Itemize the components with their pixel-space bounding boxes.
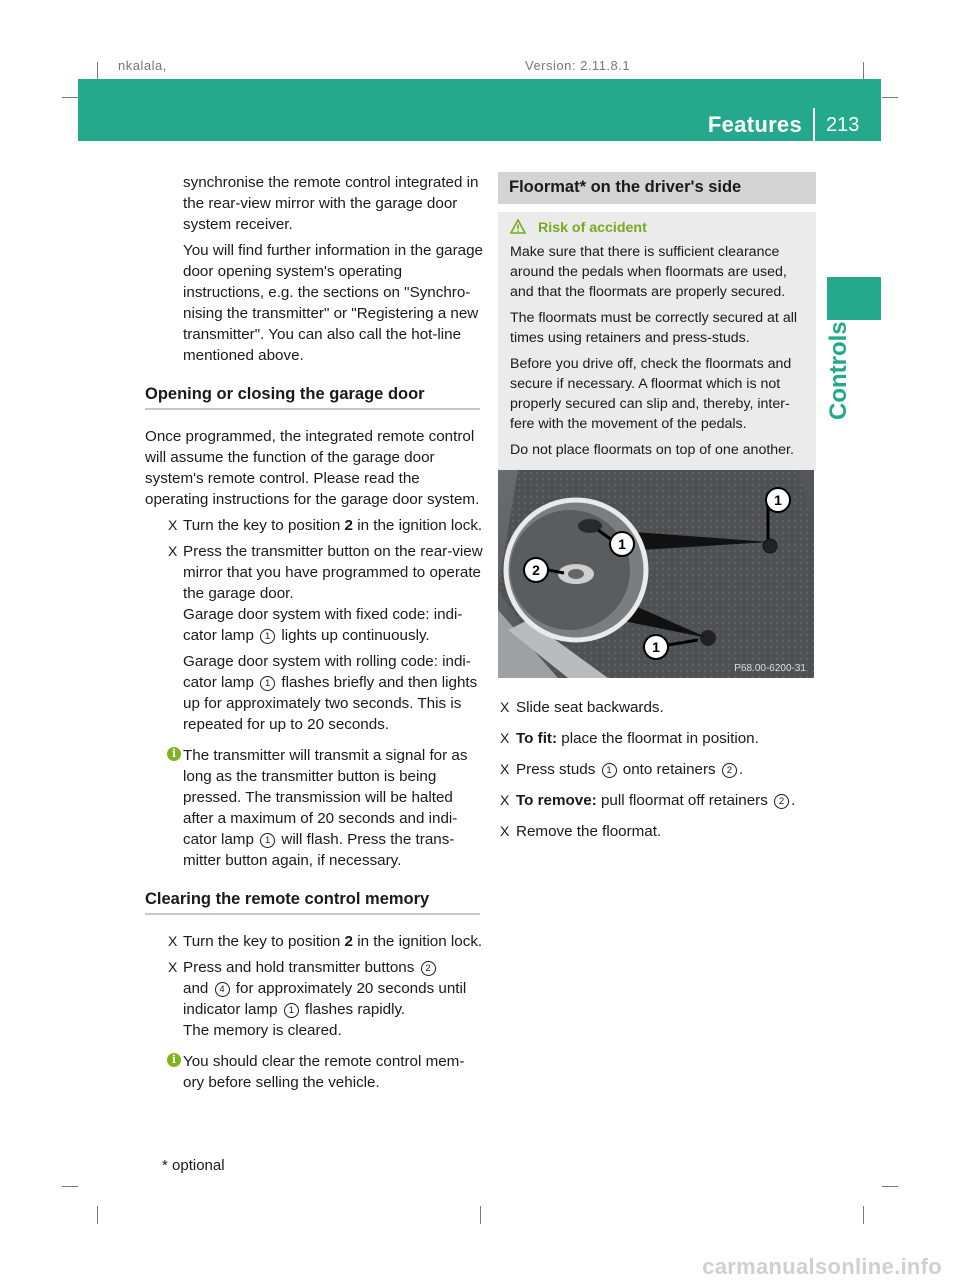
- print-info-left: nkalala,: [118, 58, 167, 73]
- section-heading: Clearing the remote control memory: [145, 889, 480, 915]
- warning-box: [498, 212, 816, 470]
- step-marker-icon: X: [168, 933, 178, 949]
- note-text: will flash. Press the trans-mitter button again, if necessary.: [183, 831, 455, 869]
- right-column: [498, 172, 816, 470]
- callout-1-icon: [766, 488, 790, 512]
- callout-1-icon: 1: [284, 1003, 299, 1018]
- callout-4-icon: 4: [215, 982, 230, 997]
- callout-2-icon: [524, 558, 548, 582]
- floormat-illustration: [498, 470, 814, 678]
- step-text: Press the transmitter button on the rear-view mirror that you have programmed to operate the garage door.: [183, 543, 483, 602]
- warning-triangle-icon: [510, 219, 526, 234]
- callout-1-icon: [610, 532, 634, 556]
- step-item: [498, 790, 816, 811]
- step-text: lights up continuously.: [277, 627, 430, 644]
- body-paragraph: Once programmed, the integrated remote control will assume the function of the garage door system's remote control. Please read the operating instructions for the garage door system.: [145, 428, 480, 508]
- note-text: The transmitter will transmit a signal for as long as the transmitter button is being pressed. The transmission will be halted after a maximum of 20 seconds and indi-cator lamp: [183, 747, 468, 848]
- header-title: Features: [707, 112, 802, 137]
- step-text: Press and hold transmitter buttons: [183, 959, 419, 976]
- step-text: Press studs: [516, 761, 600, 778]
- info-icon: i: [167, 747, 181, 761]
- warning-paragraph: Make sure that there is sufficient clearance around the pedals when floormats are used, and that the floormats are properly secured.: [510, 244, 787, 300]
- crop-mark: [882, 97, 898, 98]
- left-column: [145, 172, 483, 1098]
- crop-mark: [97, 62, 98, 80]
- step-text: flashes briefly and then lights up for approximately two seconds. This is repeated for up to 20 seconds.: [183, 674, 478, 733]
- step-text: and: [183, 980, 213, 997]
- step-text: .: [738, 761, 744, 778]
- step-emphasis: 2: [344, 517, 353, 534]
- step-result: The memory is cleared.: [183, 1022, 342, 1039]
- step-item: [145, 515, 483, 536]
- callout-2-icon: 2: [421, 961, 436, 976]
- step-marker-icon: X: [168, 543, 178, 559]
- callout-2-icon: 2: [774, 794, 789, 809]
- step-text: for approximately 20 seconds until indicator lamp: [183, 980, 467, 1018]
- crop-mark: [882, 1186, 898, 1187]
- crop-mark: [97, 1206, 98, 1224]
- step-text: in the ignition lock.: [352, 933, 483, 950]
- step-marker-icon: X: [500, 792, 510, 808]
- step-item: [145, 931, 483, 952]
- step-text: Turn the key to position: [183, 517, 345, 534]
- chapter-tab: [827, 277, 881, 320]
- crop-mark: [62, 1186, 78, 1187]
- warning-paragraph: Do not place floormats on top of one another.: [510, 442, 794, 458]
- warning-paragraph: Before you drive off, check the floormats and secure if necessary. A floormat which is not properly secured can slip and, thereby, inter-fere with the movement of the pedals.: [510, 356, 792, 432]
- header-separator: [813, 108, 815, 141]
- note-text: You should clear the remote control mem-ory before selling the vehicle.: [183, 1053, 465, 1091]
- info-note: [145, 1051, 483, 1093]
- floormat-photo: [498, 470, 814, 678]
- step-marker-icon: X: [168, 517, 178, 533]
- footnote: * optional: [162, 1157, 225, 1174]
- info-icon: i: [167, 1053, 181, 1067]
- step-result: [145, 604, 483, 646]
- step-item: [498, 697, 816, 718]
- step-emphasis: To remove:: [516, 792, 597, 809]
- chapter-label: Controls: [825, 321, 852, 420]
- print-info-right: Version: 2.11.8.1: [525, 58, 631, 73]
- step-text: onto retainers: [618, 761, 720, 778]
- step-text: place the floormat in position.: [557, 730, 759, 747]
- warning-paragraph: The floormats must be correctly secured at all times using retainers and press-studs.: [510, 310, 798, 346]
- callout-1-icon: 1: [260, 629, 275, 644]
- step-text: Garage door system with rolling code: indi-cator lamp: [183, 653, 471, 691]
- photo-label: 2: [532, 562, 540, 578]
- callout-1-icon: 1: [260, 833, 275, 848]
- step-result: [145, 651, 483, 735]
- step-marker-icon: X: [500, 730, 510, 746]
- info-note: [145, 745, 483, 871]
- watermark: carmanualsonline.info: [702, 1254, 942, 1279]
- section-heading: Floormat* on the driver's side: [498, 172, 816, 204]
- step-item: [498, 728, 816, 749]
- callout-1-icon: [644, 635, 668, 659]
- step-item: [145, 957, 483, 1020]
- step-text: Remove the floormat.: [516, 823, 662, 840]
- step-marker-icon: X: [500, 699, 510, 715]
- step-marker-icon: X: [500, 823, 510, 839]
- step-text: Turn the key to position: [183, 933, 345, 950]
- step-marker-icon: X: [500, 761, 510, 777]
- callout-1-icon: 1: [602, 763, 617, 778]
- step-item: [145, 541, 483, 604]
- page-number: 213: [826, 114, 860, 136]
- step-item: [498, 821, 816, 842]
- intro-paragraph: synchronise the remote control integrated in the rear-view mirror with the garage door system receiver.: [183, 174, 479, 233]
- crop-mark: [863, 62, 864, 80]
- step-item: [498, 759, 816, 780]
- crop-mark: [480, 1206, 481, 1224]
- step-emphasis: 2: [344, 933, 353, 950]
- warning-title: [510, 218, 806, 238]
- step-text: in the ignition lock.: [352, 517, 483, 534]
- step-marker-icon: X: [168, 959, 178, 975]
- crop-mark: [863, 1206, 864, 1224]
- intro-paragraph: You will find further information in the garage door opening system's operating instructions, e.g. the sections on "Synchro-nising the transmitter" or "Registering a new transmitter". You can also call the hot-line mentioned above.: [183, 242, 483, 364]
- floormat-steps: [498, 697, 816, 852]
- step-emphasis: To fit:: [516, 730, 558, 747]
- photo-label: 1: [652, 639, 660, 655]
- callout-1-icon: 1: [260, 676, 275, 691]
- section-heading: Opening or closing the garage door: [145, 384, 480, 410]
- photo-code: P68.00-6200-31: [734, 663, 806, 674]
- step-text: Garage door system with fixed code: indi-cator lamp: [183, 606, 463, 644]
- photo-label: 1: [618, 536, 626, 552]
- warning-title-text: Risk of accident: [538, 220, 647, 236]
- crop-mark: [62, 97, 78, 98]
- callout-2-icon: 2: [722, 763, 737, 778]
- step-text: Slide seat backwards.: [516, 699, 664, 716]
- step-text: .: [791, 792, 796, 809]
- photo-label: 1: [774, 492, 782, 508]
- step-text: flashes rapidly.: [300, 1001, 406, 1018]
- step-text: pull floormat off retainers: [596, 792, 773, 809]
